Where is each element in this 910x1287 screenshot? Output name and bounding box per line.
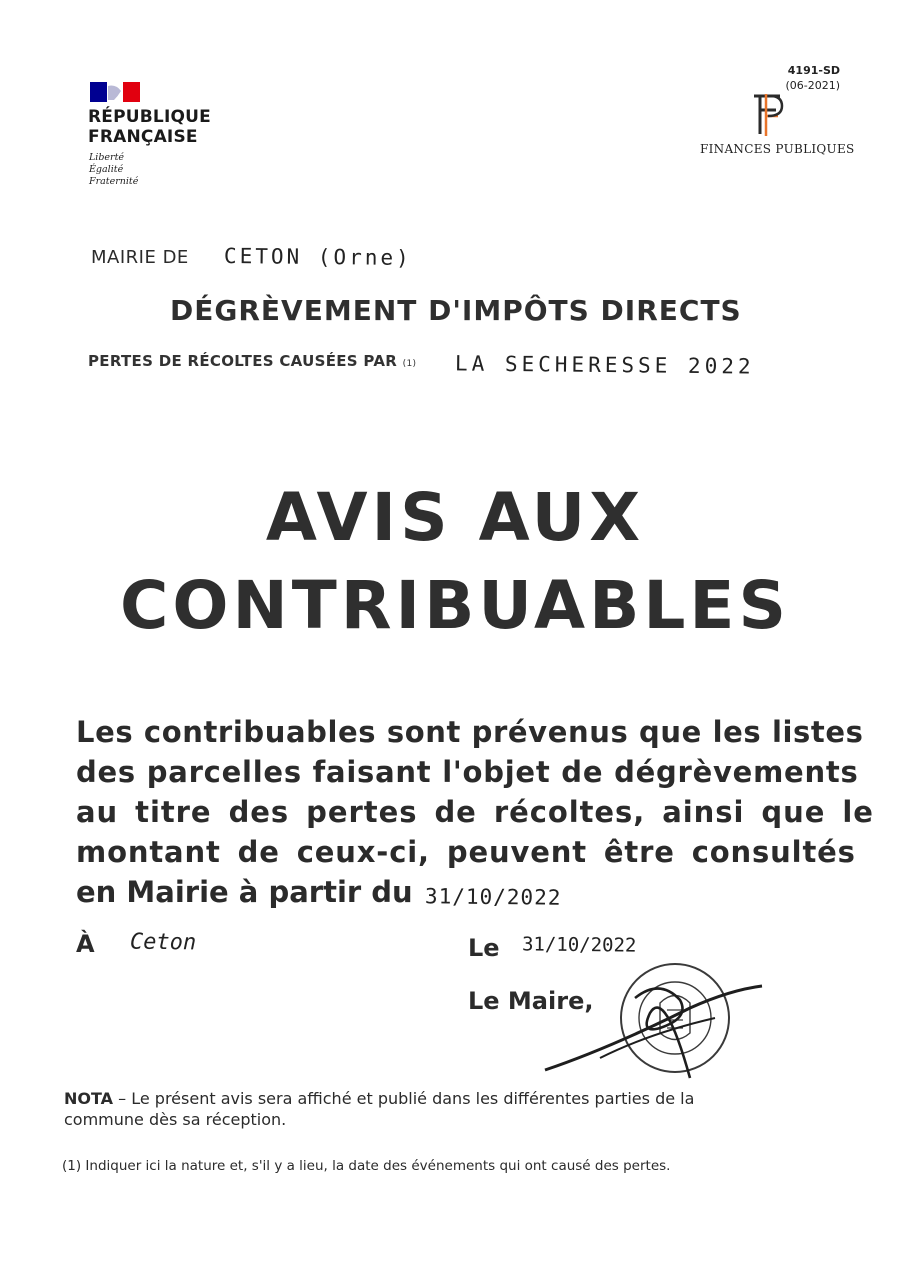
pertes-handwritten: LA SECHERESSE 2022 <box>454 351 755 379</box>
form-code: 4191-SD <box>787 64 840 77</box>
body-line-3: au titre des pertes de récoltes, ainsi que le <box>76 795 874 829</box>
body-line-4: montant de ceux-ci, peuvent être consultés <box>76 835 856 869</box>
marianne-logo <box>90 82 140 102</box>
nota-text: – Le présent avis sera affiché et publié dans les différentes parties de la <box>113 1089 695 1108</box>
nota-block <box>64 1088 784 1130</box>
date-label: Le <box>468 934 500 962</box>
body-line-2: des parcelles faisant l'objet de dégrèvements <box>76 755 859 789</box>
finances-publiques-logo <box>746 90 786 138</box>
form-date: (06-2021) <box>785 79 840 92</box>
motto-egalite: Égalité <box>89 164 124 175</box>
signature-strokes <box>545 986 762 1078</box>
pertes-note-ref: (1) <box>402 359 417 369</box>
avis-title-line2: CONTRIBUABLES <box>119 567 791 644</box>
place-handwritten: Ceton <box>129 929 197 956</box>
body-line-5: en Mairie à partir du <box>76 875 413 909</box>
mairie-label: MAIRIE DE <box>91 247 189 268</box>
nota-line-1 <box>64 1088 784 1109</box>
place-label: À <box>76 930 95 958</box>
body-date-handwritten: 31/10/2022 <box>424 884 562 910</box>
pertes-text: PERTES DE RÉCOLTES CAUSÉES PAR <box>88 352 398 370</box>
date-handwritten: 31/10/2022 <box>521 933 637 957</box>
document-title: DÉGRÈVEMENT D'IMPÔTS DIRECTS <box>170 294 742 327</box>
maire-label: Le Maire, <box>468 987 594 1015</box>
avis-title-line1: AVIS AUX <box>265 479 645 556</box>
motto-liberte: Liberté <box>89 152 125 163</box>
nota-line-2: commune dès sa réception. <box>64 1110 287 1129</box>
finances-publiques-label: FINANCES PUBLIQUES <box>700 142 855 156</box>
republique-label: RÉPUBLIQUE <box>88 107 211 127</box>
body-line-1: Les contribuables sont prévenus que les listes <box>76 715 864 749</box>
footnote: (1) Indiquer ici la nature et, s'il y a lieu, la date des événements qui ont causé des pertes. <box>62 1158 671 1174</box>
motto-fraternite: Fraternité <box>89 176 139 187</box>
pertes-label <box>88 352 416 370</box>
nota-label: NOTA <box>64 1089 114 1108</box>
mairie-stamp-and-signature <box>540 958 770 1088</box>
francaise-label: FRANÇAISE <box>88 127 198 147</box>
mairie-handwritten: CETON (Orne) <box>223 244 412 270</box>
